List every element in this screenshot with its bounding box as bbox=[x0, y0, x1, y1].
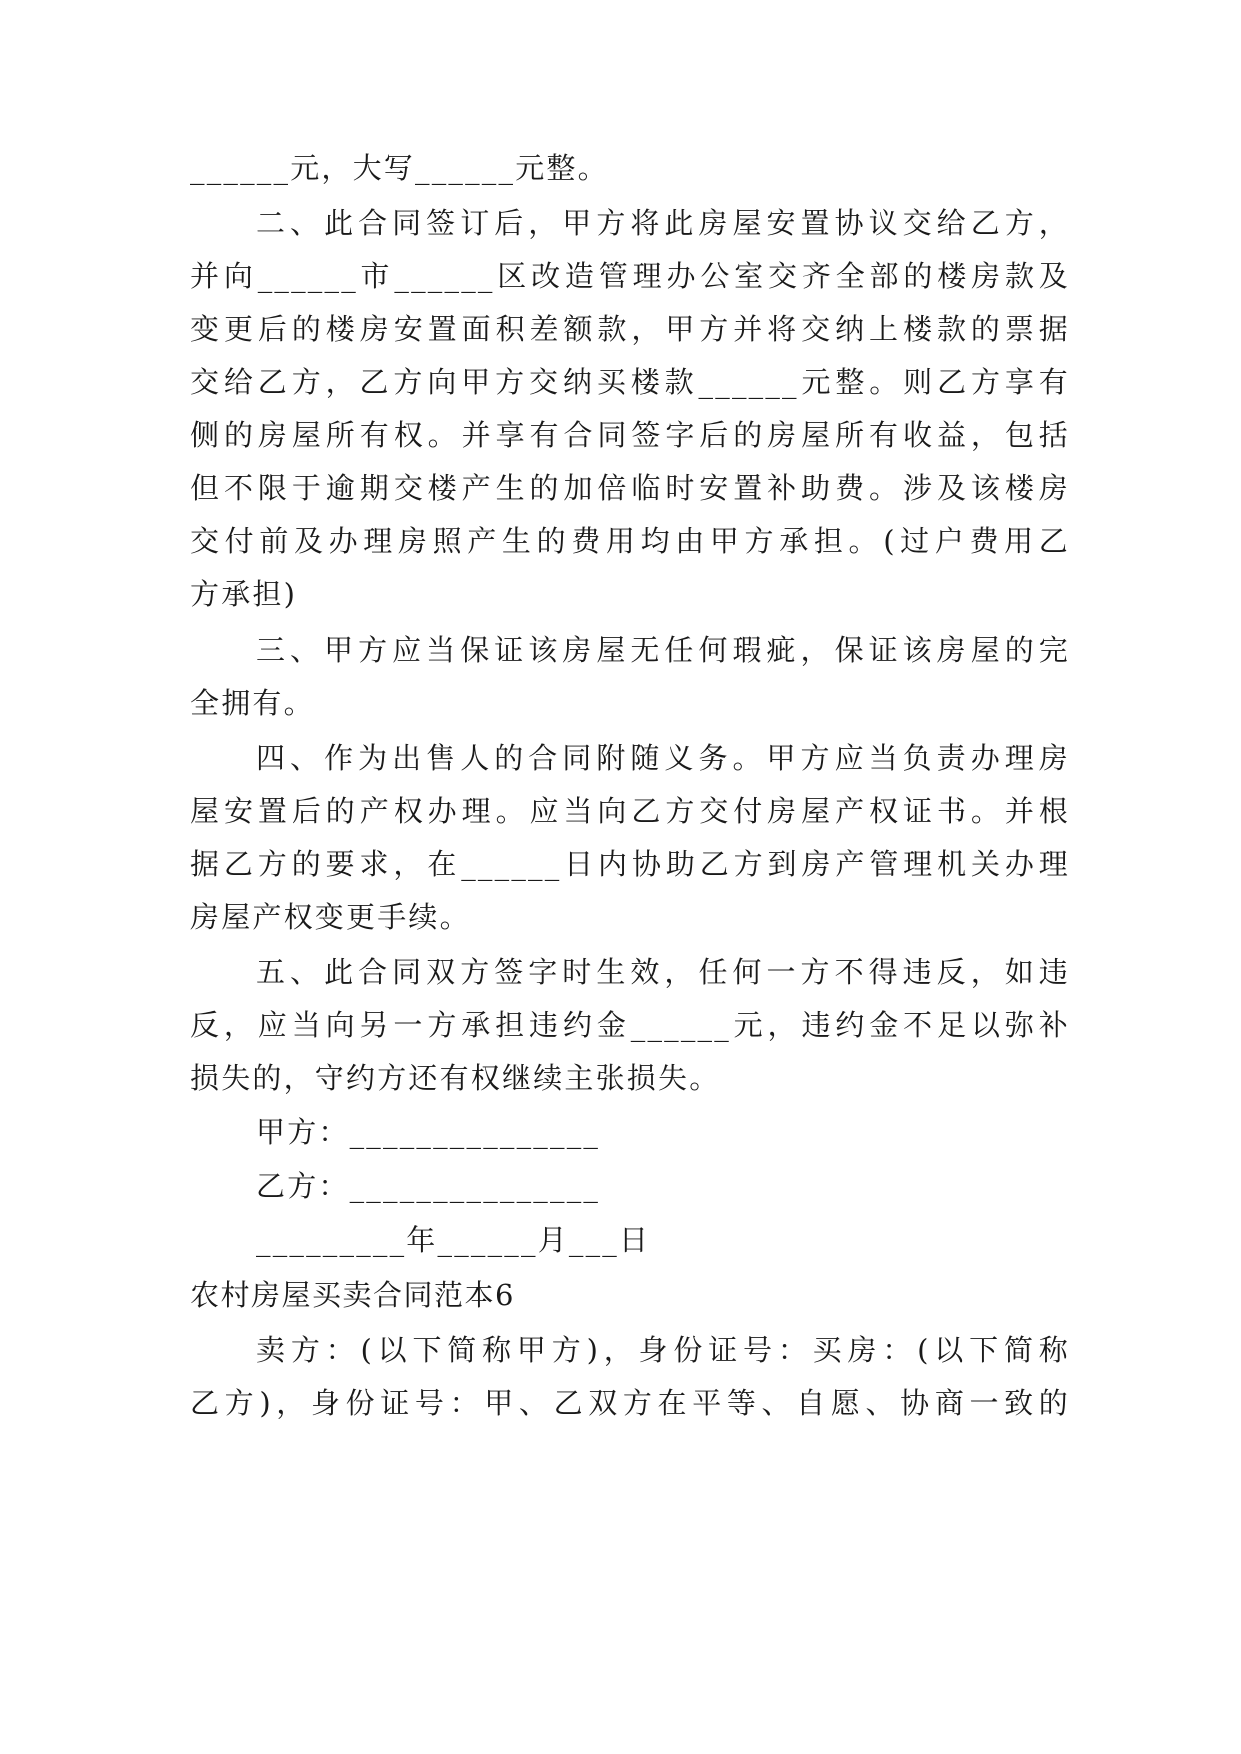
party-a-signature: 甲方：_______________ bbox=[256, 1115, 601, 1149]
text-line: 房屋产权变更手续。 bbox=[190, 900, 471, 934]
text-line: 但不限于逾期交楼产生的加倍临时安置补助费。涉及该楼房 bbox=[190, 471, 1070, 505]
party-b-signature: 乙方：_______________ bbox=[256, 1169, 601, 1203]
clause-3-line: 三、甲方应当保证该房屋无任何瑕疵，保证该房屋的完 bbox=[256, 633, 1070, 667]
text-line: 变更后的楼房安置面积差额款，甲方并将交纳上楼款的票据 bbox=[190, 312, 1070, 346]
text-line: 损失的，守约方还有权继续主张损失。 bbox=[190, 1061, 721, 1095]
text-line: 据乙方的要求，在______日内协助乙方到房产管理机关办理 bbox=[190, 847, 1070, 881]
intro-line: 卖方：(以下简称甲方)，身份证号：买房：(以下简称 bbox=[256, 1333, 1070, 1367]
text-line: 交付前及办理房照产生的费用均由甲方承担。(过户费用乙 bbox=[190, 524, 1070, 558]
clause-5-line: 五、此合同双方签字时生效，任何一方不得违反，如违 bbox=[256, 955, 1070, 989]
section-title: 农村房屋买卖合同范本6 bbox=[190, 1278, 515, 1312]
text-line: 交给乙方，乙方向甲方交纳买楼款______元整。则乙方享有 bbox=[190, 365, 1070, 399]
clause-2-line: 二、此合同签订后，甲方将此房屋安置协议交给乙方， bbox=[256, 206, 1070, 240]
text-line: 方承担) bbox=[190, 577, 298, 611]
intro-line: 乙方)，身份证号：甲、乙双方在平等、自愿、协商一致的 bbox=[190, 1386, 1070, 1420]
text-line: 侧的房屋所有权。并享有合同签字后的房屋所有收益，包括 bbox=[190, 418, 1070, 452]
text-line: 全拥有。 bbox=[190, 686, 315, 720]
date-line: _________年______月___日 bbox=[256, 1223, 651, 1257]
text-line: 屋安置后的产权办理。应当向乙方交付房屋产权证书。并根 bbox=[190, 794, 1070, 828]
text-line: ______元，大写______元整。 bbox=[190, 151, 609, 185]
clause-4-line: 四、作为出售人的合同附随义务。甲方应当负责办理房 bbox=[256, 741, 1070, 775]
text-line: 并向______市______区改造管理办公室交齐全部的楼房款及 bbox=[190, 259, 1070, 293]
text-line: 反，应当向另一方承担违约金______元，违约金不足以弥补 bbox=[190, 1008, 1070, 1042]
